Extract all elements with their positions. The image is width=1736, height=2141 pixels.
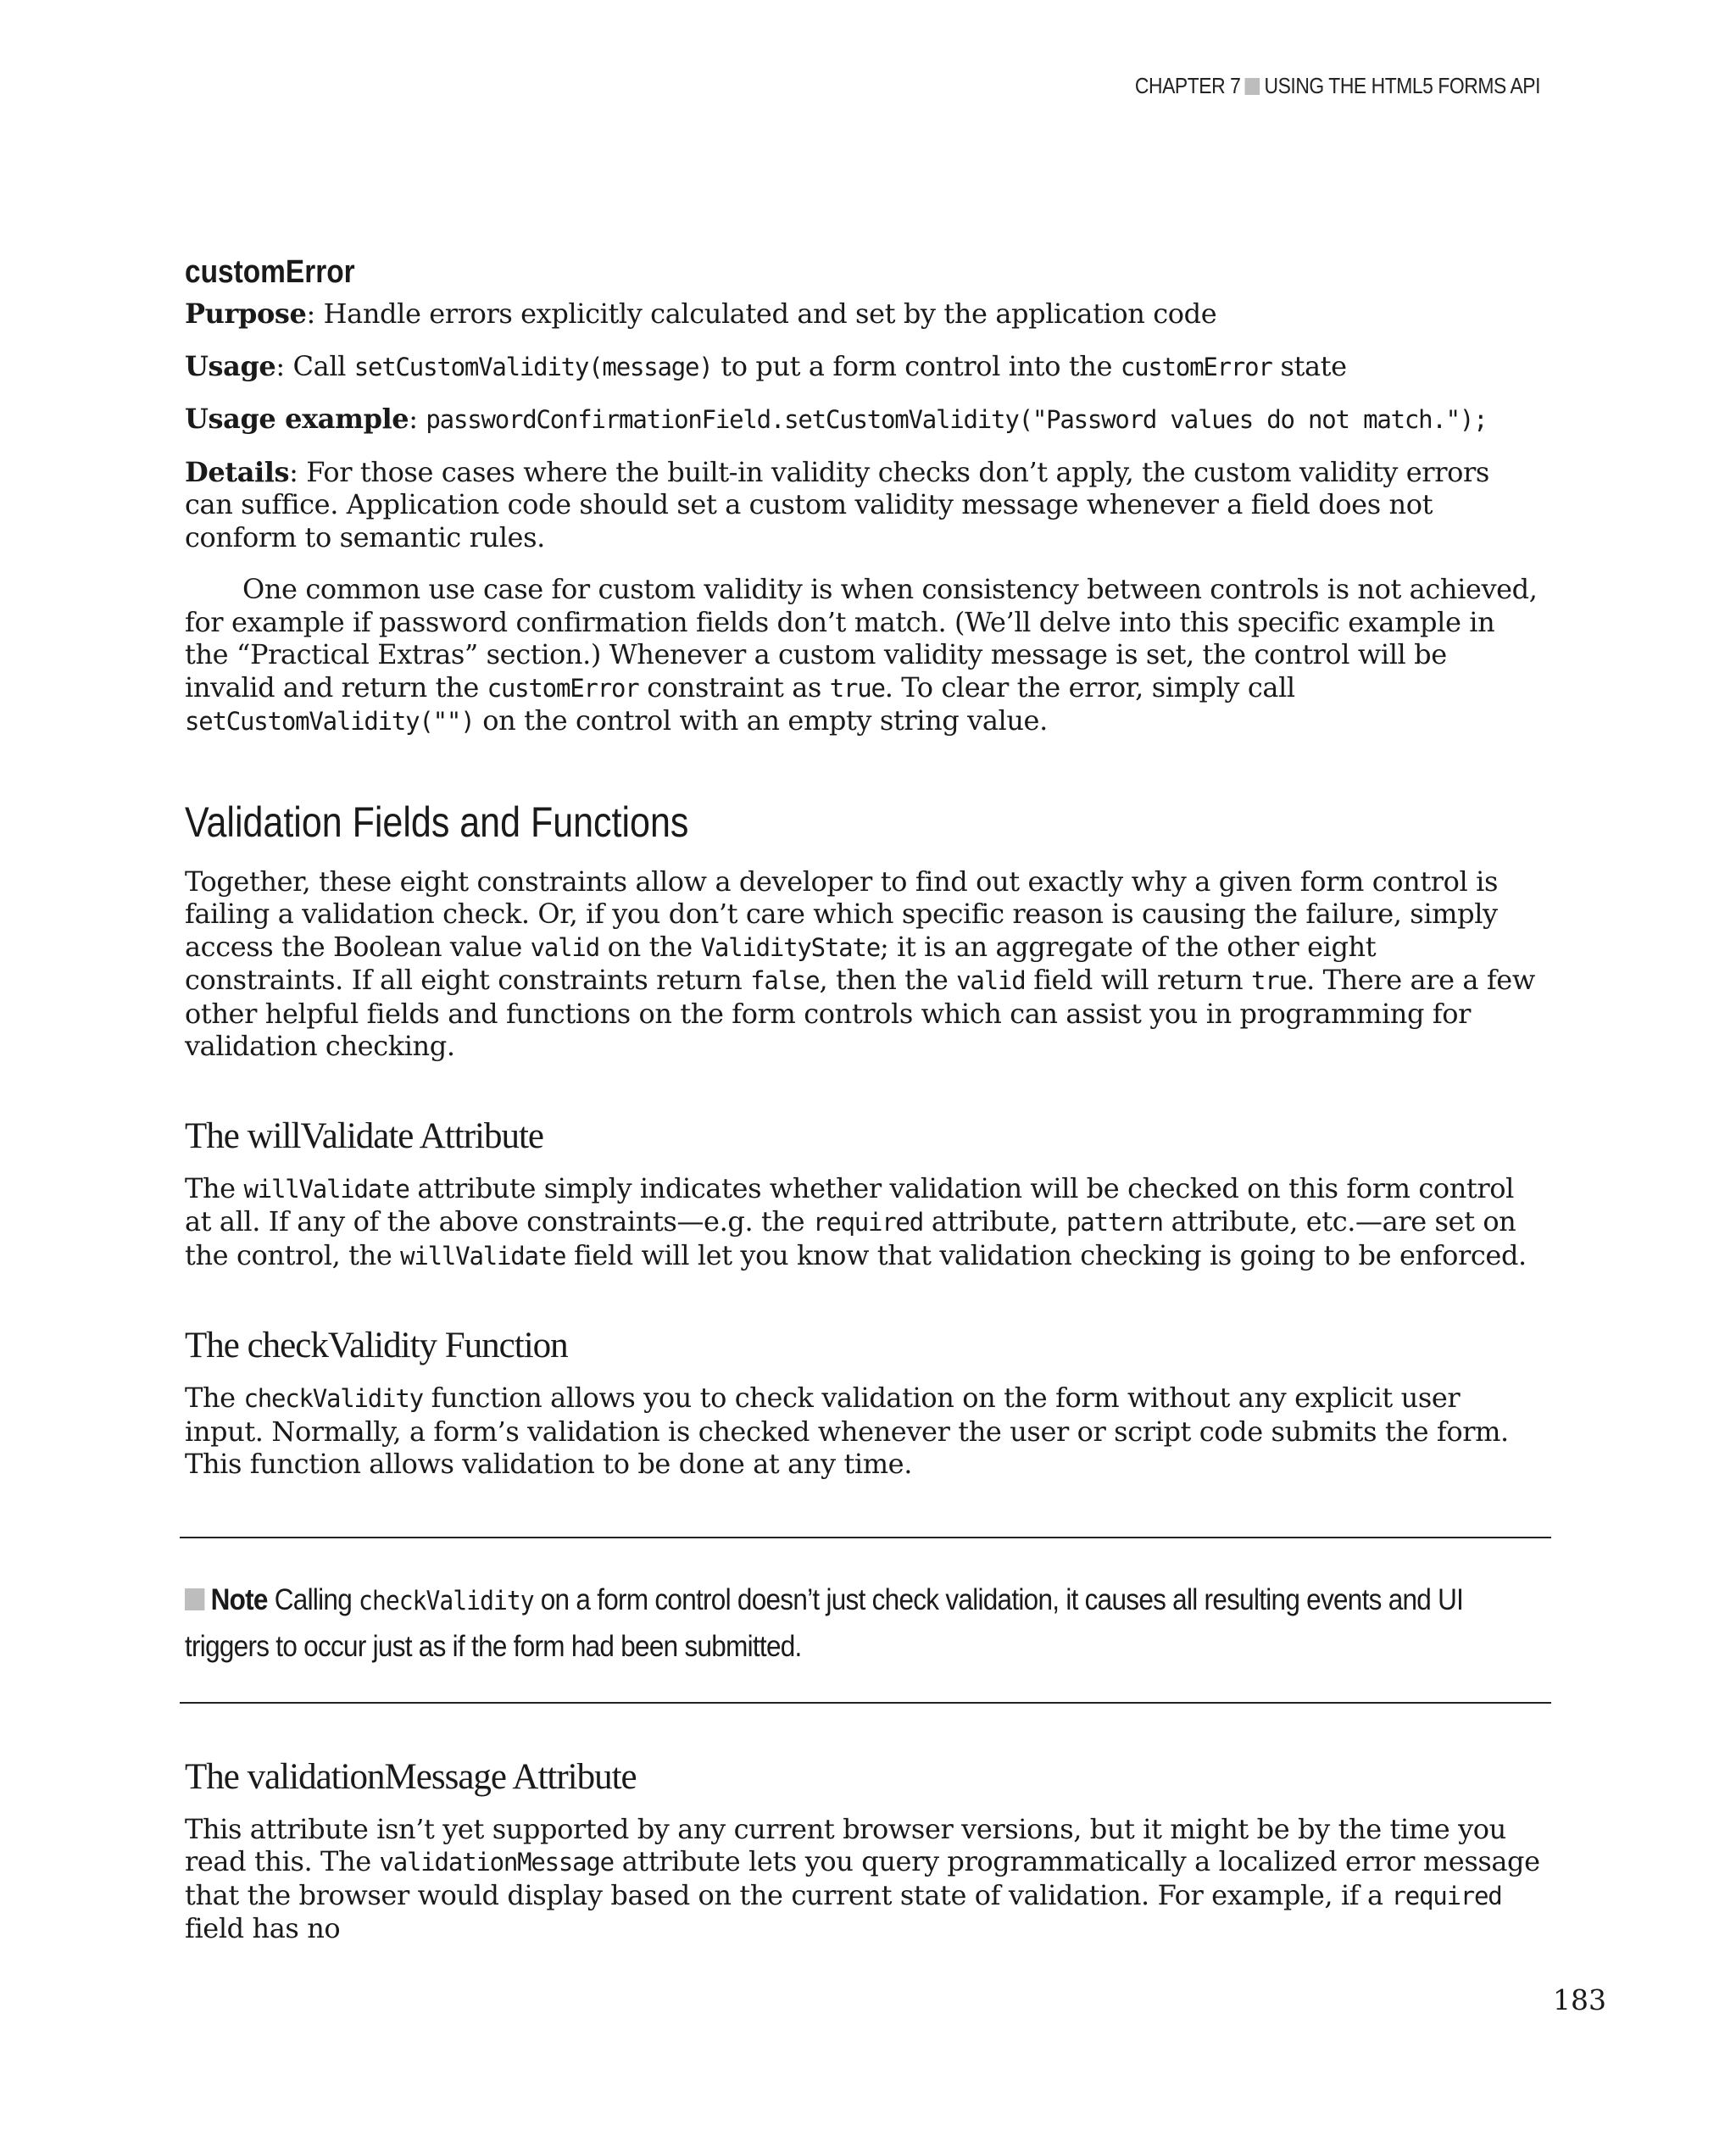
validation-message-paragraph: This attribute isn’t yet supported by any current browser versions, but it might be by the time you read this. The validationMessage attribute lets you query programmatically a localized error message that the browser would display based on the current state of validation. For example, if a required field has no xyxy=(185,1812,1540,1944)
note-text: Note Calling checkValidity on a form control doesn’t just check validation, it causes all resulting events and UI triggers to occur just as if the form had been submitted. xyxy=(185,1582,1464,1663)
square-bullet-icon xyxy=(185,1588,204,1610)
check-validity-paragraph: The checkValidity function allows you to check validation on the form without any explicit user input. Normally, a form’s validation is checked whenever the user or script code submits the form. This function allows validation to be done at any time. xyxy=(185,1382,1509,1480)
note-label: Note xyxy=(210,1582,268,1616)
note-box xyxy=(180,1537,1551,1704)
chapter-title: USING THE HTML5 FORMS API xyxy=(1264,73,1540,98)
section-heading-custom-error: customError xyxy=(185,254,355,290)
usage-example-code: passwordConfirmationField.setCustomValidity("Password values do not match."); xyxy=(426,405,1488,434)
section-heading-validation: Validation Fields and Functions xyxy=(185,798,689,846)
page-number: 183 xyxy=(1553,1983,1606,2016)
page-content xyxy=(185,254,1541,1945)
purpose-line: Purpose: Handle errors explicitly calculated and set by the application code xyxy=(185,298,1217,330)
chapter-number: CHAPTER 7 xyxy=(1134,73,1241,98)
details-label: Details xyxy=(185,455,290,488)
usage-example-label: Usage example xyxy=(185,403,409,435)
square-bullet-icon xyxy=(1245,78,1260,95)
running-head xyxy=(1080,73,1540,99)
subheading-check-validity: The checkValidity Function xyxy=(185,1326,568,1365)
subheading-validation-message: The validationMessage Attribute xyxy=(185,1756,637,1797)
usage-label: Usage xyxy=(185,349,276,382)
will-validate-paragraph: The willValidate attribute simply indicates whether validation will be checked on this form control at all. If any of the above constraints—e.g. the required attribute, pattern attribute, etc.—are set on the control, the willValidate field will let you know that validation checking is going to be enforced. xyxy=(185,1171,1527,1271)
custom-validity-paragraph: One common use case for custom validity is when consistency between controls is not achieved, for example if password confirmation fields don’t match. (We’ll delve into this specific example in the “Practical Extras” section.) Whenever a custom validity message is set, the control will be invalid and return the customError constraint as true. To clear the error, simply call setCustomValidity("") on the control with an empty string value. xyxy=(185,573,1538,737)
details-paragraph: Details: For those cases where the built-in validity checks don’t apply, the custom validity errors can suffice. Application code should set a custom validity message whenever a field does not conform to semantic rules. xyxy=(185,455,1489,553)
subheading-will-validate: The willValidate Attribute xyxy=(185,1115,544,1156)
validation-paragraph: Together, these eight constraints allow a developer to find out exactly why a given form control is failing a validation check. Or, if you don’t care which specific reason is causing the failure, simply access the Boolean value valid on the ValidityState; it is an aggregate of the other eight constraints. If all eight constraints return false, then the valid field will return true. There are a few other helpful fields and functions on the form controls which can assist you in programming for validation checking. xyxy=(185,865,1535,1062)
usage-example-line: Usage example: passwordConfirmationField.setCustomValidity("Password values do not match."); xyxy=(185,403,1488,435)
usage-line: Usage: Call setCustomValidity(message) to put a form control into the customError state xyxy=(185,349,1347,382)
purpose-label: Purpose xyxy=(185,298,307,330)
